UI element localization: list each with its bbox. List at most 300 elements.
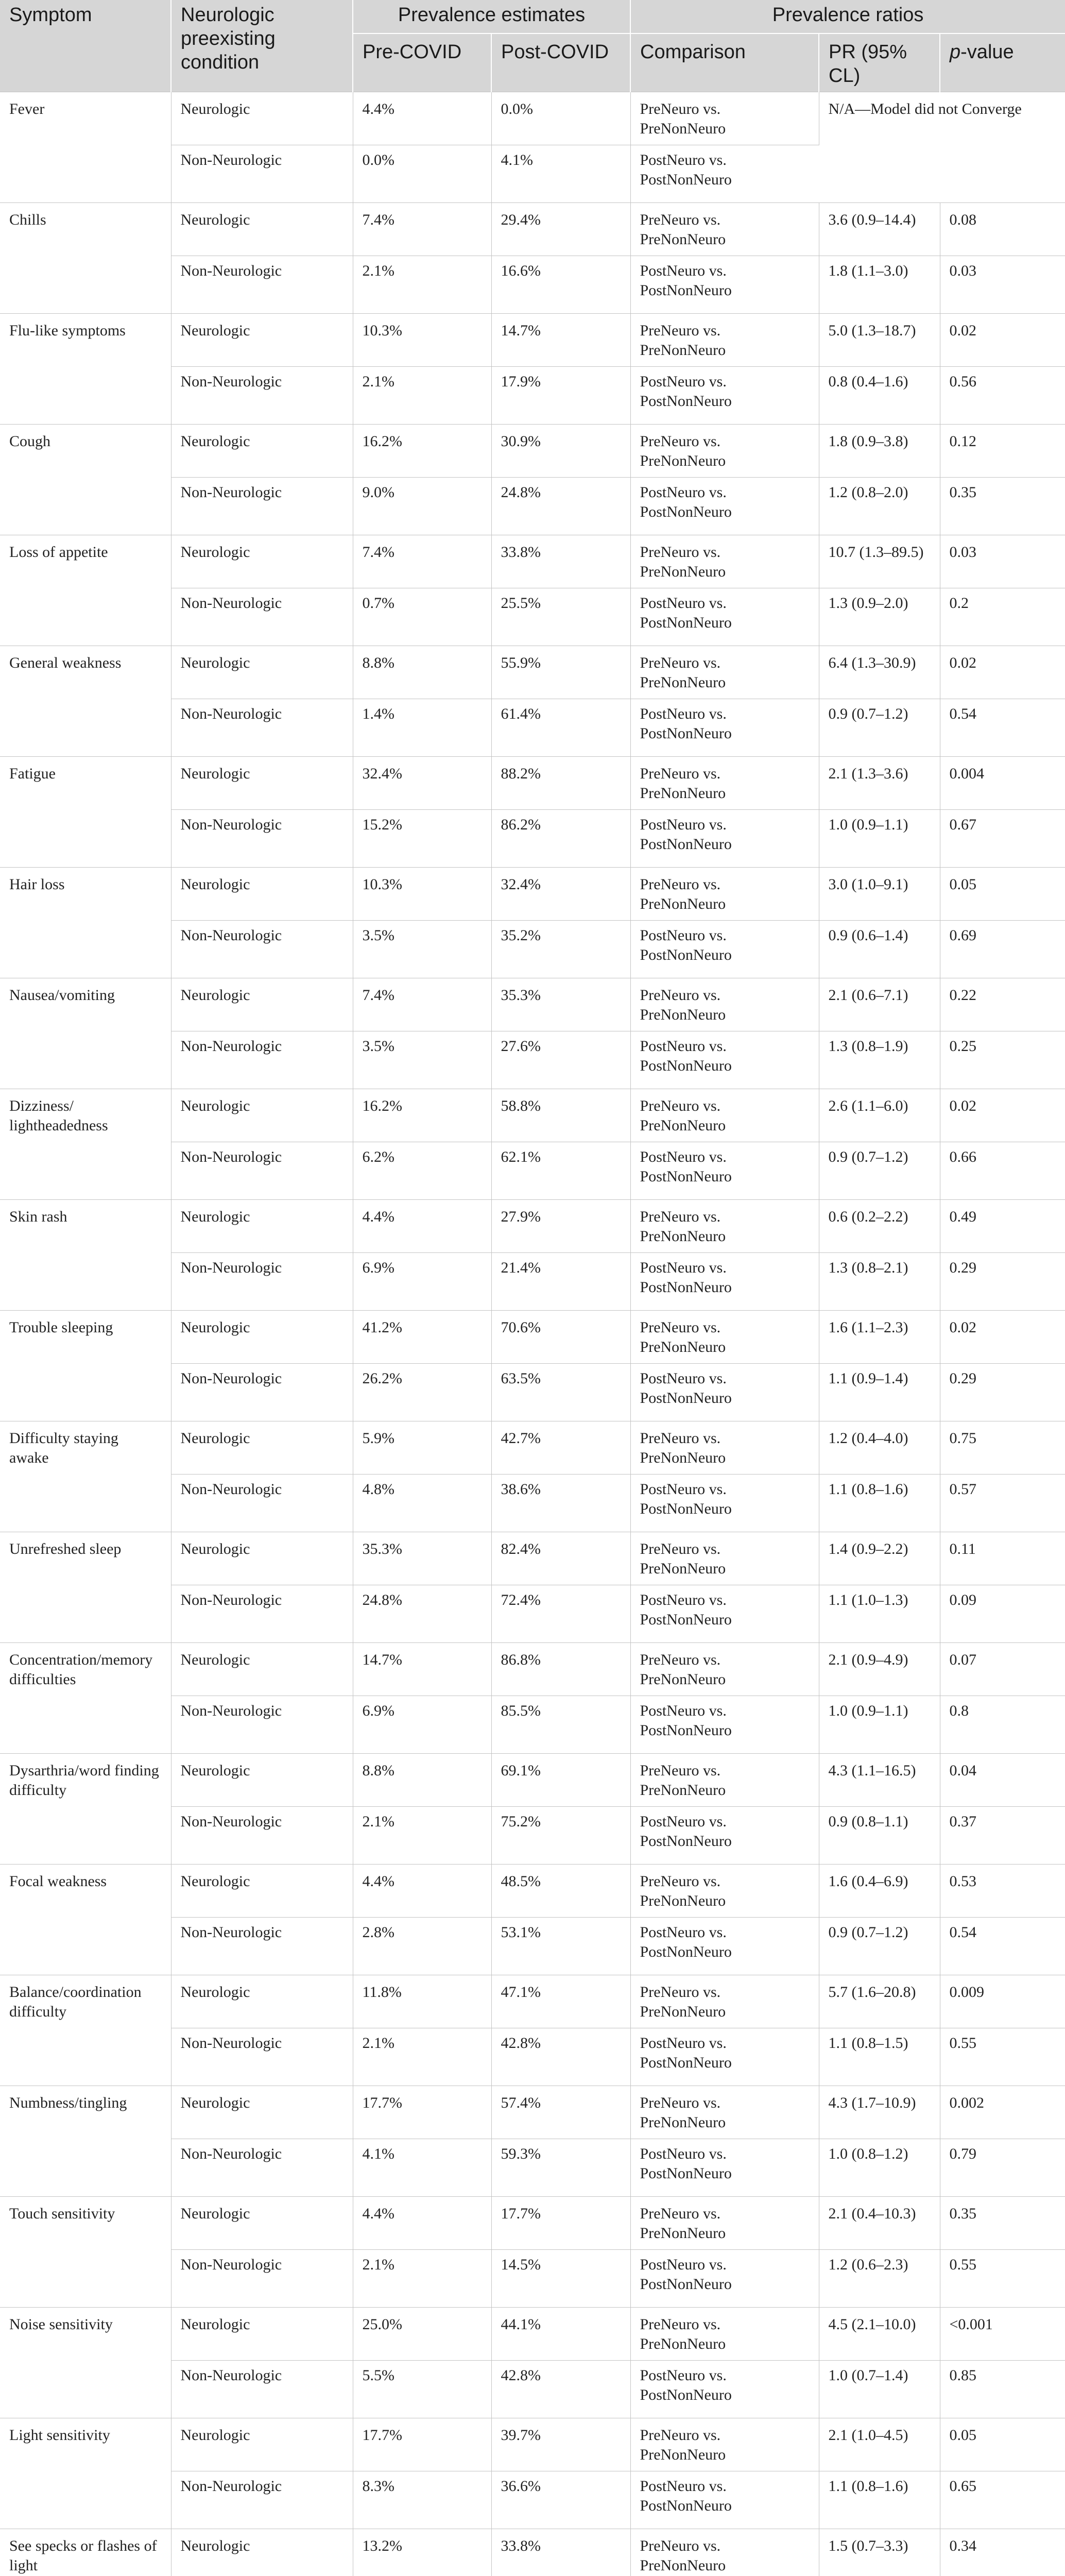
- condition-cell: Neurologic: [171, 1643, 353, 1696]
- p-value-cell: 0.85: [940, 2361, 1065, 2418]
- pre-covid-cell: 4.4%: [353, 92, 491, 145]
- pre-covid-cell: 15.2%: [353, 810, 491, 868]
- comparison-cell: PostNeuro vs. PostNonNeuro: [630, 699, 819, 757]
- condition-cell: Neurologic: [171, 757, 353, 810]
- condition-cell: Neurologic: [171, 1311, 353, 1364]
- p-value-cell: 0.05: [940, 2418, 1065, 2471]
- table-row: [0, 868, 1065, 921]
- pr-cell: 1.1 (0.8–1.6): [819, 2471, 940, 2529]
- pr-cell: 1.8 (1.1–3.0): [819, 256, 940, 314]
- condition-cell: Neurologic: [171, 646, 353, 699]
- post-covid-cell: 38.6%: [491, 1475, 630, 1532]
- pr-cell: 2.1 (1.0–4.5): [819, 2418, 940, 2471]
- pr-cell: 1.8 (0.9–3.8): [819, 425, 940, 478]
- p-value-cell: 0.66: [940, 1142, 1065, 1200]
- condition-cell: Neurologic: [171, 2529, 353, 2576]
- p-value-cell: 0.35: [940, 478, 1065, 535]
- condition-cell: Non-Neurologic: [171, 1585, 353, 1643]
- header-ratios-group: Prevalence ratios: [630, 0, 1065, 33]
- post-covid-cell: 35.2%: [491, 921, 630, 978]
- condition-cell: Neurologic: [171, 2418, 353, 2471]
- table-row: [0, 1089, 1065, 1142]
- pre-covid-cell: 0.0%: [353, 145, 491, 203]
- symptom-cell: Focal weakness: [0, 1865, 171, 1975]
- comparison-cell: PostNeuro vs. PostNonNeuro: [630, 1585, 819, 1643]
- pr-cell: 2.1 (0.6–7.1): [819, 978, 940, 1031]
- p-value-cell: 0.03: [940, 256, 1065, 314]
- post-covid-cell: 70.6%: [491, 1311, 630, 1364]
- pre-covid-cell: 4.4%: [353, 1200, 491, 1253]
- comparison-cell: PreNeuro vs. PreNonNeuro: [630, 2308, 819, 2361]
- pr-cell: 1.0 (0.8–1.2): [819, 2139, 940, 2197]
- p-value-cell: 0.2: [940, 588, 1065, 646]
- comparison-cell: PreNeuro vs. PreNonNeuro: [630, 2086, 819, 2139]
- p-value-cell: 0.55: [940, 2028, 1065, 2086]
- post-covid-cell: 47.1%: [491, 1975, 630, 2028]
- condition-cell: Neurologic: [171, 2086, 353, 2139]
- table-row: [0, 2418, 1065, 2471]
- symptom-cell: Skin rash: [0, 1200, 171, 1311]
- pr-cell: 6.4 (1.3–30.9): [819, 646, 940, 699]
- pre-covid-cell: 5.5%: [353, 2361, 491, 2418]
- comparison-cell: PreNeuro vs. PreNonNeuro: [630, 535, 819, 588]
- p-value-cell: 0.03: [940, 535, 1065, 588]
- pr-cell: 1.0 (0.9–1.1): [819, 1696, 940, 1754]
- pre-covid-cell: 16.2%: [353, 425, 491, 478]
- p-value-cell: 0.29: [940, 1253, 1065, 1311]
- condition-cell: Non-Neurologic: [171, 478, 353, 535]
- table-row: [0, 314, 1065, 367]
- p-value-cell: 0.57: [940, 1475, 1065, 1532]
- symptom-cell: Hair loss: [0, 868, 171, 978]
- pre-covid-cell: 14.7%: [353, 1643, 491, 1696]
- p-value-cell: 0.002: [940, 2086, 1065, 2139]
- pre-covid-cell: 26.2%: [353, 1364, 491, 1421]
- pr-cell: 3.0 (1.0–9.1): [819, 868, 940, 921]
- comparison-cell: PreNeuro vs. PreNonNeuro: [630, 203, 819, 256]
- post-covid-cell: 44.1%: [491, 2308, 630, 2361]
- p-value-cell: 0.67: [940, 810, 1065, 868]
- table-row: [0, 425, 1065, 478]
- pr-cell: 1.2 (0.8–2.0): [819, 478, 940, 535]
- condition-cell: Neurologic: [171, 314, 353, 367]
- pre-covid-cell: 2.1%: [353, 2028, 491, 2086]
- header-pre-covid: Pre-COVID: [353, 33, 491, 92]
- pr-cell: 2.1 (1.3–3.6): [819, 757, 940, 810]
- condition-cell: Non-Neurologic: [171, 2139, 353, 2197]
- pr-cell: 1.3 (0.8–2.1): [819, 1253, 940, 1311]
- pr-cell: 5.0 (1.3–18.7): [819, 314, 940, 367]
- condition-cell: Non-Neurologic: [171, 2250, 353, 2308]
- condition-cell: Non-Neurologic: [171, 256, 353, 314]
- symptom-cell: Flu-like symptoms: [0, 314, 171, 425]
- condition-cell: Non-Neurologic: [171, 588, 353, 646]
- symptom-cell: Dizziness/ lightheadedness: [0, 1089, 171, 1200]
- pre-covid-cell: 0.7%: [353, 588, 491, 646]
- post-covid-cell: 36.6%: [491, 2471, 630, 2529]
- p-value-cell: 0.54: [940, 1918, 1065, 1975]
- pre-covid-cell: 9.0%: [353, 478, 491, 535]
- p-value-cell: 0.69: [940, 921, 1065, 978]
- table-row: [0, 1865, 1065, 1918]
- condition-cell: Non-Neurologic: [171, 367, 353, 425]
- p-value-cell: 0.55: [940, 2250, 1065, 2308]
- condition-cell: Non-Neurologic: [171, 1253, 353, 1311]
- table-row: [0, 646, 1065, 699]
- comparison-cell: PostNeuro vs. PostNonNeuro: [630, 1364, 819, 1421]
- pre-covid-cell: 2.8%: [353, 1918, 491, 1975]
- comparison-cell: PreNeuro vs. PreNonNeuro: [630, 1865, 819, 1918]
- pre-covid-cell: 10.3%: [353, 314, 491, 367]
- symptom-cell: Touch sensitivity: [0, 2197, 171, 2308]
- comparison-cell: PreNeuro vs. PreNonNeuro: [630, 425, 819, 478]
- comparison-cell: PreNeuro vs. PreNonNeuro: [630, 2418, 819, 2471]
- p-value-cell: 0.22: [940, 978, 1065, 1031]
- comparison-cell: PreNeuro vs. PreNonNeuro: [630, 868, 819, 921]
- p-value-cell: 0.35: [940, 2197, 1065, 2250]
- post-covid-cell: 39.7%: [491, 2418, 630, 2471]
- condition-cell: Non-Neurologic: [171, 1475, 353, 1532]
- condition-cell: Neurologic: [171, 1754, 353, 1807]
- p-value-cell: 0.8: [940, 1696, 1065, 1754]
- table-row: [0, 1754, 1065, 1807]
- pr-cell: 1.2 (0.6–2.3): [819, 2250, 940, 2308]
- header-comparison: Comparison: [630, 33, 819, 92]
- pre-covid-cell: 8.8%: [353, 646, 491, 699]
- condition-cell: Neurologic: [171, 203, 353, 256]
- post-covid-cell: 32.4%: [491, 868, 630, 921]
- condition-cell: Non-Neurologic: [171, 145, 353, 203]
- table-row: [0, 978, 1065, 1031]
- condition-cell: Non-Neurologic: [171, 1031, 353, 1089]
- pr-cell: 1.0 (0.7–1.4): [819, 2361, 940, 2418]
- post-covid-cell: 14.7%: [491, 314, 630, 367]
- header-p-italic: p: [950, 41, 961, 63]
- comparison-cell: PreNeuro vs. PreNonNeuro: [630, 1089, 819, 1142]
- comparison-cell: PreNeuro vs. PreNonNeuro: [630, 92, 819, 145]
- pr-cell: 2.1 (0.4–10.3): [819, 2197, 940, 2250]
- pr-cell: 1.6 (0.4–6.9): [819, 1865, 940, 1918]
- post-covid-cell: 86.2%: [491, 810, 630, 868]
- symptom-cell: Chills: [0, 203, 171, 314]
- comparison-cell: PostNeuro vs. PostNonNeuro: [630, 145, 819, 203]
- pr-cell: 1.1 (1.0–1.3): [819, 1585, 940, 1643]
- post-covid-cell: 27.9%: [491, 1200, 630, 1253]
- symptom-cell: See specks or flashes of light: [0, 2529, 171, 2576]
- table-body: [0, 92, 1065, 2576]
- header-symptom: Symptom: [0, 0, 171, 92]
- symptom-cell: Difficulty staying awake: [0, 1421, 171, 1532]
- pre-covid-cell: 10.3%: [353, 868, 491, 921]
- post-covid-cell: 61.4%: [491, 699, 630, 757]
- pre-covid-cell: 4.1%: [353, 2139, 491, 2197]
- symptom-cell: Cough: [0, 425, 171, 535]
- pr-cell: 1.5 (0.7–3.3): [819, 2529, 940, 2576]
- pre-covid-cell: 11.8%: [353, 1975, 491, 2028]
- table-row: [0, 2197, 1065, 2250]
- comparison-cell: PostNeuro vs. PostNonNeuro: [630, 1475, 819, 1532]
- symptom-cell: Noise sensitivity: [0, 2308, 171, 2418]
- header-prevalence-group: Prevalence estimates: [353, 0, 630, 33]
- condition-cell: Non-Neurologic: [171, 2361, 353, 2418]
- condition-cell: Neurologic: [171, 2197, 353, 2250]
- comparison-cell: PreNeuro vs. PreNonNeuro: [630, 1311, 819, 1364]
- comparison-cell: PostNeuro vs. PostNonNeuro: [630, 478, 819, 535]
- pr-cell: 0.9 (0.7–1.2): [819, 1918, 940, 1975]
- comparison-cell: PreNeuro vs. PreNonNeuro: [630, 978, 819, 1031]
- post-covid-cell: 4.1%: [491, 145, 630, 203]
- table-row: [0, 1200, 1065, 1253]
- pre-covid-cell: 41.2%: [353, 1311, 491, 1364]
- post-covid-cell: 24.8%: [491, 478, 630, 535]
- pre-covid-cell: 7.4%: [353, 978, 491, 1031]
- p-value-cell: 0.07: [940, 1643, 1065, 1696]
- p-value-cell: 0.34: [940, 2529, 1065, 2576]
- comparison-cell: PostNeuro vs. PostNonNeuro: [630, 2250, 819, 2308]
- condition-cell: Neurologic: [171, 1089, 353, 1142]
- pr-cell: 2.1 (0.9–4.9): [819, 1643, 940, 1696]
- post-covid-cell: 48.5%: [491, 1865, 630, 1918]
- p-value-cell: 0.11: [940, 1532, 1065, 1585]
- post-covid-cell: 17.9%: [491, 367, 630, 425]
- comparison-cell: PreNeuro vs. PreNonNeuro: [630, 1754, 819, 1807]
- pre-covid-cell: 2.1%: [353, 1807, 491, 1865]
- post-covid-cell: 25.5%: [491, 588, 630, 646]
- condition-cell: Non-Neurologic: [171, 810, 353, 868]
- p-value-cell: 0.25: [940, 1031, 1065, 1089]
- symptom-cell: General weakness: [0, 646, 171, 757]
- p-value-cell: 0.75: [940, 1421, 1065, 1475]
- pre-covid-cell: 4.8%: [353, 1475, 491, 1532]
- post-covid-cell: 53.1%: [491, 1918, 630, 1975]
- table-row: [0, 2529, 1065, 2576]
- post-covid-cell: 16.6%: [491, 256, 630, 314]
- comparison-cell: PostNeuro vs. PostNonNeuro: [630, 1696, 819, 1754]
- symptom-cell: Balance/coordination difficulty: [0, 1975, 171, 2086]
- pre-covid-cell: 5.9%: [353, 1421, 491, 1475]
- p-value-cell: 0.02: [940, 1311, 1065, 1364]
- p-value-cell: 0.12: [940, 425, 1065, 478]
- condition-cell: Neurologic: [171, 1532, 353, 1585]
- comparison-cell: PreNeuro vs. PreNonNeuro: [630, 314, 819, 367]
- table-row: [0, 1311, 1065, 1364]
- pre-covid-cell: 7.4%: [353, 535, 491, 588]
- post-covid-cell: 85.5%: [491, 1696, 630, 1754]
- symptom-cell: Dysarthria/word finding difficulty: [0, 1754, 171, 1865]
- symptom-cell: Fever: [0, 92, 171, 203]
- comparison-cell: PreNeuro vs. PreNonNeuro: [630, 757, 819, 810]
- comparison-cell: PostNeuro vs. PostNonNeuro: [630, 367, 819, 425]
- table-row: [0, 1421, 1065, 1475]
- condition-cell: Neurologic: [171, 2308, 353, 2361]
- pr-cell: 1.3 (0.9–2.0): [819, 588, 940, 646]
- pr-cell: 2.6 (1.1–6.0): [819, 1089, 940, 1142]
- header-post-covid: Post-COVID: [491, 33, 630, 92]
- symptom-cell: Nausea/vomiting: [0, 978, 171, 1089]
- comparison-cell: PostNeuro vs. PostNonNeuro: [630, 1031, 819, 1089]
- post-covid-cell: 33.8%: [491, 2529, 630, 2576]
- p-value-cell: 0.79: [940, 2139, 1065, 2197]
- p-value-cell: 0.29: [940, 1364, 1065, 1421]
- pr-cell: 1.0 (0.9–1.1): [819, 810, 940, 868]
- comparison-cell: PostNeuro vs. PostNonNeuro: [630, 588, 819, 646]
- pre-covid-cell: 35.3%: [353, 1532, 491, 1585]
- comparison-cell: PreNeuro vs. PreNonNeuro: [630, 1643, 819, 1696]
- p-value-cell: 0.02: [940, 1089, 1065, 1142]
- condition-cell: Neurologic: [171, 978, 353, 1031]
- post-covid-cell: 21.4%: [491, 1253, 630, 1311]
- comparison-cell: PreNeuro vs. PreNonNeuro: [630, 2197, 819, 2250]
- post-covid-cell: 88.2%: [491, 757, 630, 810]
- pr-cell: 1.1 (0.8–1.5): [819, 2028, 940, 2086]
- pre-covid-cell: 25.0%: [353, 2308, 491, 2361]
- p-value-cell: 0.53: [940, 1865, 1065, 1918]
- pre-covid-cell: 8.8%: [353, 1754, 491, 1807]
- symptom-cell: Numbness/tingling: [0, 2086, 171, 2197]
- condition-cell: Non-Neurologic: [171, 1696, 353, 1754]
- pr-cell: 1.1 (0.8–1.6): [819, 1475, 940, 1532]
- table-header: [0, 0, 1065, 92]
- comparison-cell: PostNeuro vs. PostNonNeuro: [630, 2028, 819, 2086]
- post-covid-cell: 42.7%: [491, 1421, 630, 1475]
- condition-cell: Neurologic: [171, 425, 353, 478]
- post-covid-cell: 58.8%: [491, 1089, 630, 1142]
- pre-covid-cell: 17.7%: [353, 2418, 491, 2471]
- post-covid-cell: 69.1%: [491, 1754, 630, 1807]
- condition-cell: Neurologic: [171, 535, 353, 588]
- pr-cell: 0.9 (0.7–1.2): [819, 699, 940, 757]
- comparison-cell: PostNeuro vs. PostNonNeuro: [630, 810, 819, 868]
- comparison-cell: PreNeuro vs. PreNonNeuro: [630, 1200, 819, 1253]
- pr-cell: 0.6 (0.2–2.2): [819, 1200, 940, 1253]
- pr-cell: 1.6 (1.1–2.3): [819, 1311, 940, 1364]
- comparison-cell: PreNeuro vs. PreNonNeuro: [630, 1975, 819, 2028]
- post-covid-cell: 33.8%: [491, 535, 630, 588]
- comparison-cell: PostNeuro vs. PostNonNeuro: [630, 256, 819, 314]
- p-value-cell: 0.54: [940, 699, 1065, 757]
- pre-covid-cell: 2.1%: [353, 367, 491, 425]
- condition-cell: Non-Neurologic: [171, 1807, 353, 1865]
- comparison-cell: PostNeuro vs. PostNonNeuro: [630, 1807, 819, 1865]
- comparison-cell: PreNeuro vs. PreNonNeuro: [630, 646, 819, 699]
- pr-cell: 4.5 (2.1–10.0): [819, 2308, 940, 2361]
- pr-cell: 1.2 (0.4–4.0): [819, 1421, 940, 1475]
- post-covid-cell: 63.5%: [491, 1364, 630, 1421]
- comparison-cell: PostNeuro vs. PostNonNeuro: [630, 1253, 819, 1311]
- comparison-cell: PostNeuro vs. PostNonNeuro: [630, 2139, 819, 2197]
- pr-cell: 3.6 (0.9–14.4): [819, 203, 940, 256]
- pre-covid-cell: 6.9%: [353, 1696, 491, 1754]
- header-p-value: [940, 33, 1065, 92]
- pre-covid-cell: 4.4%: [353, 2197, 491, 2250]
- post-covid-cell: 86.8%: [491, 1643, 630, 1696]
- p-value-cell: 0.02: [940, 646, 1065, 699]
- pre-covid-cell: 1.4%: [353, 699, 491, 757]
- symptom-cell: Light sensitivity: [0, 2418, 171, 2529]
- pr-cell: 4.3 (1.7–10.9): [819, 2086, 940, 2139]
- p-value-cell: 0.49: [940, 1200, 1065, 1253]
- pre-covid-cell: 32.4%: [353, 757, 491, 810]
- post-covid-cell: 17.7%: [491, 2197, 630, 2250]
- pre-covid-cell: 7.4%: [353, 203, 491, 256]
- pre-covid-cell: 4.4%: [353, 1865, 491, 1918]
- post-covid-cell: 62.1%: [491, 1142, 630, 1200]
- condition-cell: Neurologic: [171, 868, 353, 921]
- post-covid-cell: 14.5%: [491, 2250, 630, 2308]
- pre-covid-cell: 24.8%: [353, 1585, 491, 1643]
- pr-cell: 4.3 (1.1–16.5): [819, 1754, 940, 1807]
- table-row: [0, 1975, 1065, 2028]
- p-value-cell: 0.65: [940, 2471, 1065, 2529]
- condition-cell: Non-Neurologic: [171, 1142, 353, 1200]
- comparison-cell: PreNeuro vs. PreNonNeuro: [630, 1421, 819, 1475]
- comparison-cell: PostNeuro vs. PostNonNeuro: [630, 2361, 819, 2418]
- comparison-cell: PreNeuro vs. PreNonNeuro: [630, 1532, 819, 1585]
- condition-cell: Non-Neurologic: [171, 1364, 353, 1421]
- pr-cell: 1.4 (0.9–2.2): [819, 1532, 940, 1585]
- table-row: [0, 1532, 1065, 1585]
- pre-covid-cell: 17.7%: [353, 2086, 491, 2139]
- post-covid-cell: 27.6%: [491, 1031, 630, 1089]
- pre-covid-cell: 13.2%: [353, 2529, 491, 2576]
- table-row: [0, 203, 1065, 256]
- table-row: [0, 92, 1065, 145]
- p-value-cell: 0.08: [940, 203, 1065, 256]
- symptom-cell: Unrefreshed sleep: [0, 1532, 171, 1643]
- header-p-rest: -value: [960, 41, 1014, 63]
- table-row: [0, 2086, 1065, 2139]
- p-value-cell: 0.56: [940, 367, 1065, 425]
- condition-cell: Non-Neurologic: [171, 921, 353, 978]
- p-value-cell: 0.04: [940, 1754, 1065, 1807]
- pre-covid-cell: 8.3%: [353, 2471, 491, 2529]
- post-covid-cell: 57.4%: [491, 2086, 630, 2139]
- comparison-cell: PostNeuro vs. PostNonNeuro: [630, 1142, 819, 1200]
- pr-cell: 0.9 (0.8–1.1): [819, 1807, 940, 1865]
- symptom-cell: Fatigue: [0, 757, 171, 868]
- pre-covid-cell: 6.2%: [353, 1142, 491, 1200]
- post-covid-cell: 0.0%: [491, 92, 630, 145]
- post-covid-cell: 72.4%: [491, 1585, 630, 1643]
- condition-cell: Non-Neurologic: [171, 699, 353, 757]
- post-covid-cell: 82.4%: [491, 1532, 630, 1585]
- condition-cell: Neurologic: [171, 1200, 353, 1253]
- table-row: [0, 2308, 1065, 2361]
- pr-cell: 0.9 (0.7–1.2): [819, 1142, 940, 1200]
- p-value-cell: <0.001: [940, 2308, 1065, 2361]
- p-value-cell: 0.009: [940, 1975, 1065, 2028]
- header-condition: Neurologic preexisting condition: [171, 0, 353, 92]
- p-value-cell: 0.09: [940, 1585, 1065, 1643]
- symptom-cell: Loss of appetite: [0, 535, 171, 646]
- condition-cell: Neurologic: [171, 1421, 353, 1475]
- pre-covid-cell: 6.9%: [353, 1253, 491, 1311]
- post-covid-cell: 75.2%: [491, 1807, 630, 1865]
- pre-covid-cell: 16.2%: [353, 1089, 491, 1142]
- post-covid-cell: 29.4%: [491, 203, 630, 256]
- p-value-cell: 0.37: [940, 1807, 1065, 1865]
- pre-covid-cell: 3.5%: [353, 1031, 491, 1089]
- symptom-cell: Trouble sleeping: [0, 1311, 171, 1421]
- p-value-cell: 0.02: [940, 314, 1065, 367]
- pre-covid-cell: 3.5%: [353, 921, 491, 978]
- pr-cell: 0.9 (0.6–1.4): [819, 921, 940, 978]
- comparison-cell: PostNeuro vs. PostNonNeuro: [630, 921, 819, 978]
- p-value-cell: 0.05: [940, 868, 1065, 921]
- post-covid-cell: 42.8%: [491, 2028, 630, 2086]
- post-covid-cell: 35.3%: [491, 978, 630, 1031]
- table-row: [0, 535, 1065, 588]
